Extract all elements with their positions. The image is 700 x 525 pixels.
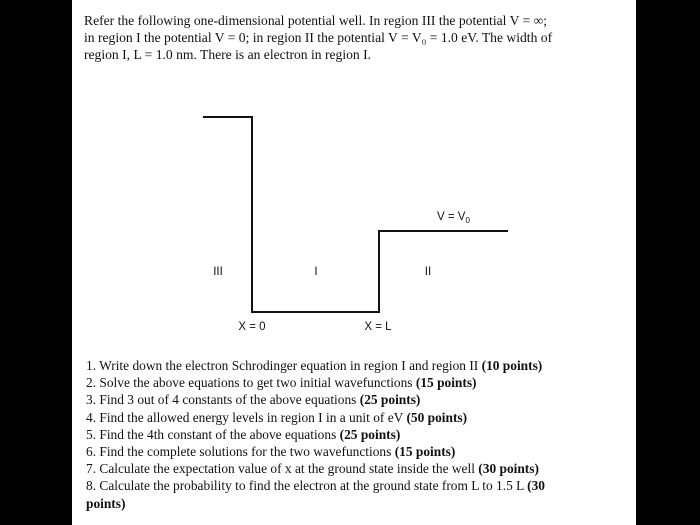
question-1	[86, 357, 631, 374]
question-points: (10 points)	[481, 358, 543, 373]
question-8-continued	[86, 495, 631, 512]
region-i-label: I	[314, 266, 318, 278]
question-4	[86, 409, 631, 426]
question-points: (25 points)	[339, 426, 401, 442]
question-points: (25 points)	[359, 392, 421, 408]
question-text: 6. Find the complete solutions for the two wavefunctions	[86, 444, 395, 460]
question-points: (15 points)	[415, 375, 477, 391]
document-page	[72, 0, 636, 525]
x0-label: X = 0	[238, 321, 266, 333]
question-text: 2. Solve the above equations to get two initial wavefunctions	[86, 375, 416, 391]
question-2	[86, 374, 631, 391]
question-text: 1. Write down the electron Schrodinger equation in region I and region II	[86, 358, 482, 373]
question-text: 5. Find the 4th constant of the above equations	[86, 426, 340, 442]
question-8	[86, 477, 631, 494]
question-points: points)	[86, 495, 126, 511]
question-text: 4. Find the allowed energy levels in region I in a unit of eV	[86, 409, 407, 425]
region-iii-label: III	[213, 266, 223, 278]
question-points: (30	[527, 478, 546, 494]
question-7	[86, 460, 631, 477]
question-points: (30 points)	[478, 461, 539, 477]
v-label-main: V = V	[437, 211, 466, 223]
intro-line-3: region I, L = 1.0 nm. There is an electron in region I.	[84, 47, 372, 62]
question-points: (50 points)	[406, 409, 468, 425]
question-6	[86, 443, 631, 460]
xL-label: X = L	[364, 321, 392, 333]
question-text: 8. Calculate the probability to find the electron at the ground state from L to 1.5 L	[86, 478, 528, 494]
question-text: 3. Find 3 out of 4 constants of the above equations	[86, 392, 360, 408]
question-3	[86, 391, 631, 408]
question-text: 7. Calculate the expectation value of x at the ground state inside the well	[86, 461, 479, 477]
intro-line-1: Refer the following one-dimensional potential well. In region III the potential V = ∞;	[84, 13, 548, 28]
region-ii-label: II	[424, 266, 432, 278]
question-5	[86, 426, 631, 443]
intro-line-2: in region I the potential V = 0; in region II the potential V = V₀ = 1.0 eV. The width of	[84, 30, 553, 45]
question-points: (15 points)	[394, 444, 456, 460]
v-equals-v0-label	[437, 211, 470, 225]
question-list	[86, 357, 631, 512]
v-label-subscript: 0	[465, 216, 470, 225]
